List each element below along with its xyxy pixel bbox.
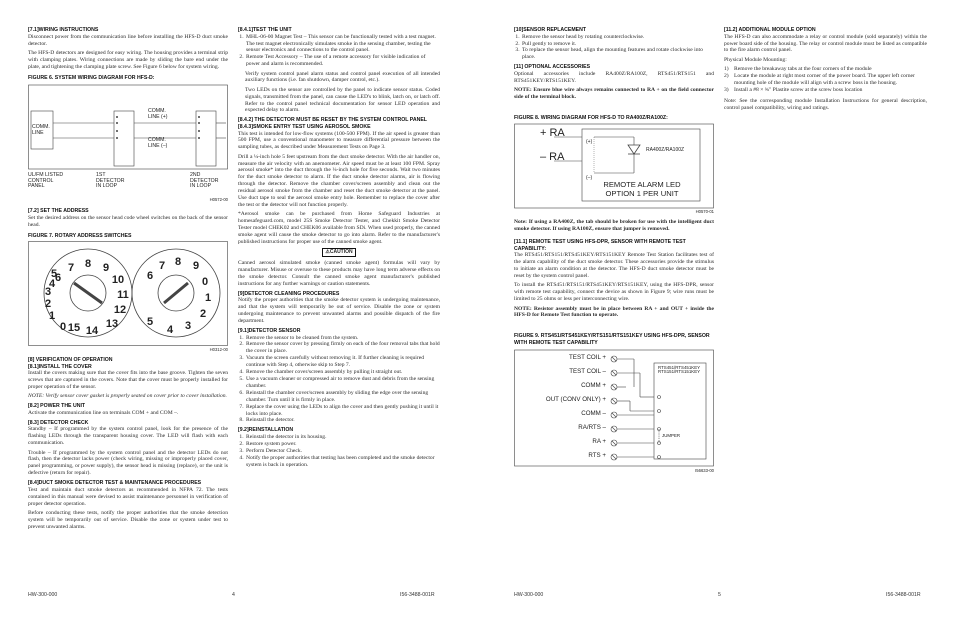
label-first-detector: 1ST DETECTOR IN LOOP <box>96 172 125 190</box>
list-item: 2) Locate the module at right most corner of the power board. The upper left corner mounting hole of the module will align with a screw boss in the housing. <box>724 72 915 86</box>
svg-text:1: 1 <box>48 310 56 323</box>
test-unit-list <box>245 34 440 69</box>
svg-text:0: 0 <box>59 321 67 334</box>
figure-6-title: FIGURE 6. SYSTEM WIRING DIAGRAM FOR HFS-D: <box>28 74 155 81</box>
label-ra-minus: – RA <box>540 151 565 164</box>
note: NOTE: Resistor assembly must be in place between RA + and OUT + inside the HFS-D for Remote Test function to operate. <box>514 305 714 319</box>
terminal-label-test-coil-plus: TEST COIL + <box>569 353 606 361</box>
svg-text:11: 11 <box>117 289 129 302</box>
paragraph: Disconnect power from the communication line before installing the HFS-D duct smoke detector. <box>28 33 228 47</box>
heading-power-unit: [8.2] POWER THE UNIT <box>28 403 86 410</box>
paragraph: Activate the communication line on terminals COM + and COM –. <box>28 409 179 416</box>
svg-text:6: 6 <box>146 270 154 283</box>
figure-code: I56633-00 <box>695 467 714 473</box>
note: NOTE: Verify sensor cover gasket is properly seated on cover prior to cover installation. <box>28 393 227 400</box>
paragraph: Standby – If programmed by the system control panel, look for the presence of the flashing LEDs through the transparent housing cover. The LED will flash with each communication. <box>28 426 228 447</box>
label-rts-model: RTS451/RTS451KEY RTS151/RTS151KEY <box>658 364 701 375</box>
label-comm-line: COMM. LINE <box>32 124 50 136</box>
heading-sensor-replacement: [10]SENSOR REPLACEMENT <box>514 27 587 33</box>
list-item: 2. Remove the sensor cover by pressing firmly on each of the four removal tabs that hold the cover in place. <box>245 341 440 355</box>
sensor-cleaning-list <box>245 335 440 425</box>
paragraph: Test and maintain duct smoke detectors as recommended in NFPA 72. The tests contained in this manual were devised to assist maintenance personnel in verification of proper detector operation. <box>28 486 228 507</box>
svg-text:7: 7 <box>67 262 75 275</box>
heading-reset-panel: [8.4.2] THE DETECTOR MUST BE RESET BY THE SYSTEM CONTROL PANEL <box>238 117 427 124</box>
paragraph: This test is intended for low-flow systems (100-500 FPM). If the air speed is greater than 500 FPM, use a conventional manometer to measure differential pressure between the sampling tubes, as described under Measurement Tests on Page 3. <box>238 130 440 151</box>
footer-code-right: I56-3488-001R <box>886 592 921 598</box>
label-comm-line-minus: COMM. LINE (–) <box>148 137 168 149</box>
heading-cleaning: [9]DETECTOR CLEANING PROCEDURES <box>238 290 340 297</box>
heading-test-maintenance: [8.4]DUCT SMOKE DETECTOR TEST & MAINTENANCE PROCEDURES <box>28 480 202 487</box>
caution-badge: ⚠CAUTION <box>322 248 355 257</box>
rotary-switches-svg <box>28 241 228 354</box>
svg-text:5: 5 <box>146 316 154 329</box>
svg-text:13: 13 <box>105 318 119 331</box>
svg-text:15: 15 <box>67 322 81 335</box>
paragraph: Physical Module Mounting: <box>724 56 787 63</box>
figure-code: H0572-00 <box>209 197 228 203</box>
figure-code: H0570-01 <box>695 209 714 215</box>
paragraph: Canned aerosol simulated smoke (canned smoke agent) formulas will vary by manufacturer. Misuse or overuse to these products may have long term adverse effects on the smoke detector. Consult the canned smoke agent manufacturer's published instructions for any further warnings or caution statements. <box>238 260 440 287</box>
label-minus: (–) <box>586 175 593 182</box>
paragraph: Install the covers making sure that the cover fits into the base groove. Tighten the seven screws that are captured in the covers. Note that the cover must be properly installed for proper operation of the sensor. <box>28 370 228 391</box>
terminal-label-comm-plus: COMM + <box>581 381 606 389</box>
terminal-label-rts-plus: RTS + <box>588 451 606 459</box>
figure-7-title: FIGURE 7. ROTARY ADDRESS SWITCHES <box>28 232 132 239</box>
column-3 <box>514 27 714 477</box>
svg-text:9: 9 <box>102 262 110 275</box>
list-item: 1. Remove the sensor to be cleaned from the system. <box>245 335 440 342</box>
svg-text:0: 0 <box>201 276 209 289</box>
heading-remote-test: [11.1] REMOTE TEST USING HFS-DPR, SENSOR WITH REMOTE TEST CAPABILITY: <box>514 239 686 252</box>
svg-text:4: 4 <box>166 324 174 337</box>
label-plus: (+) <box>586 139 593 146</box>
paragraph: Optional accessories include RA400Z/RA100Z, RTS451/RTS151 and RTS451KEY/RTS151KEY. <box>514 70 714 84</box>
heading-install-cover: [8.1]INSTALL THE COVER <box>28 363 92 370</box>
note: Note: See the corresponding module Installation Instructions for general description, control panel compatibility, wiring and ratings. <box>724 97 927 111</box>
figure-9-title: FIGURE 9. RTS451/RTS451KEY/RTS151/RTS151KEY USING HFS-DPR, SENSOR WITH REMOTE TEST CAPABILITY <box>514 333 710 346</box>
svg-text:7: 7 <box>158 260 166 273</box>
column-4 <box>724 27 927 114</box>
heading-detector-sensor: [9.1]DETECTOR SENSOR <box>238 327 301 334</box>
footer-doc-right: HW-300-000 <box>514 592 544 598</box>
list-item: 2. Remote Test Accessory – The use of a remote accessory for visible indication of power and alarm is recommended. <box>245 54 440 68</box>
list-item: 1. Remove the sensor head by rotating counterclockwise. <box>521 34 714 41</box>
figure-code: H0312-00 <box>209 347 228 353</box>
svg-text:12: 12 <box>113 304 127 317</box>
svg-text:3: 3 <box>44 286 52 299</box>
paragraph: The HFS-D can also accommodate a relay or control module (sold separately) within the power board side of the housing. The relay or control module must be listed as compatible to the fire alarm control panel. <box>724 33 927 54</box>
list-item: 6. Reinstall the chamber cover/screen assembly by sliding the edge over the sensing chamber. Turn until it is firmly in place. <box>245 390 440 404</box>
reinstallation-list <box>245 434 440 469</box>
sensor-replacement-list <box>521 34 714 62</box>
svg-text:3: 3 <box>184 320 192 333</box>
column-2 <box>238 27 440 471</box>
heading-set-address: [7.2] SET THE ADDRESS <box>28 208 89 215</box>
figure-9-diagram <box>514 349 714 475</box>
svg-text:4: 4 <box>48 278 56 291</box>
list-item: 3) Install a #8 × ¾" Plastite screw at the screw boss location <box>724 86 863 93</box>
footer-page-left: 4 <box>232 592 235 598</box>
footer-page-right: 5 <box>718 592 721 598</box>
column-1 <box>28 27 228 533</box>
heading-verification: [8] VERIFICATION OF OPERATION <box>28 357 113 364</box>
paragraph: Set the desired address on the sensor head code wheel switches on the back of the sensor head. <box>28 214 228 228</box>
terminal-label-out-plus: OUT (CONV ONLY) + <box>545 395 606 403</box>
list-item: 5. Use a vacuum cleaner or compressed air to remove dust and debris from the sensing chamber. <box>245 376 440 390</box>
label-remote-alarm: REMOTE ALARM LED OPTION 1 PER UNIT <box>603 180 681 199</box>
paragraph: Trouble – If programmed by the system control panel and the detector LEDs do not flash, then the detector lacks power (check wiring, missing or improperly placed cover, panel programming, or power supply), the sensor head is missing (replace), or the unit is defective (return for repair). <box>28 449 228 477</box>
label-jumper: JUMPER <box>662 432 681 438</box>
heading-detector-check: [8.3] DETECTOR CHECK <box>28 419 89 426</box>
heading-optional-accessories: [11] OPTIONAL ACCESSORIES <box>514 64 591 71</box>
list-item: 1. Reinstall the detector in its housing. <box>245 434 440 441</box>
terminal-label-ra-plus: RA + <box>592 437 606 445</box>
label-second-detector: 2ND DETECTOR IN LOOP <box>190 172 219 190</box>
paragraph: The HFS-D detectors are designed for easy wiring. The housing provides a terminal strip with clamping plates. Wiring connections are made by sliding the bare end under the plate, and tightening the clamping plate screw. See Figure 6 below for system wiring. <box>28 49 228 70</box>
svg-text:2: 2 <box>44 298 52 311</box>
svg-text:9: 9 <box>192 260 200 273</box>
label-ra-plus: + RA <box>540 127 565 140</box>
list-item: 3. Perform Detector Check. <box>245 448 440 455</box>
figure-7-diagram <box>28 241 228 354</box>
paragraph: Verify system control panel alarm status and control panel execution of all intended auxiliary functions (i.e. fan shutdown, damper control, etc.). <box>245 70 440 84</box>
heading-wiring-instructions: [7.1]WIRING INSTRUCTIONS <box>28 27 99 33</box>
svg-text:8: 8 <box>174 256 182 269</box>
paragraph: The RTS451/RTS151/RTS451KEY/RTS151KEY Remote Test Station facilitates test of the alarm capability of the duct smoke detector. These accessories provide the stimulus to initiate an alarm condition at the detector. The HFS-D duct smoke detector must be reset by the system control panel. <box>514 252 714 280</box>
list-item: 1. MHL-06-00 Magnet Test – This sensor can be functionally tested with a test magnet. The test magnet electronically simulates smoke in the sensing chamber, testing the sensor electronics and connections to the control panel. <box>245 34 440 55</box>
list-item: 8. Reinstall the detector. <box>245 417 440 424</box>
paragraph: Notify the proper authorities that the smoke detector system is undergoing maintenance, and that the system will temporarily be out of service. Disable the zone or system undergoing maintenance to prevent unwanted alarms and possible dispatch of the fire department. <box>238 297 440 325</box>
svg-text:10: 10 <box>111 274 125 287</box>
svg-text:1: 1 <box>204 292 212 305</box>
label-comm-line-plus: COMM. LINE (+) <box>148 108 168 120</box>
svg-text:6: 6 <box>54 272 62 285</box>
heading-additional-module: [11.2] ADDITIONAL MODULE OPTION <box>724 27 816 33</box>
terminal-label-ra-rts-minus: RA/RTS – <box>578 423 606 431</box>
paragraph: *Aerosol smoke can be purchased from Home Safeguard Industries at homesafeguard.com, model 25S Smoke Detector Tester, and Chekkit Smoke Detector Tester model CHEK02 and CHEK06 available from SDi. When used properly, the canned smoke agent will cause the smoke detector to go into alarm. Refer to the manufacturer's published instructions for proper use of the canned smoke agent. <box>238 211 440 245</box>
label-ra-model: RA400Z/RA100Z <box>646 147 685 154</box>
svg-text:5: 5 <box>50 268 58 281</box>
note: NOTE: Ensure blue wire always remains connected to RA + on the field connector side of the terminal block. <box>514 87 714 100</box>
list-item: 4. Notify the proper authorities that testing has been completed and the smoke detector system is back in operation. <box>245 455 440 469</box>
heading-test-unit: [8.4.1]TEST THE UNIT <box>238 27 292 33</box>
list-item: 2. Restore system power. <box>245 441 440 448</box>
list-item: 3. Vacuum the screen carefully without removing it. If further cleaning is required continue with Step 4, otherwise skip to Step 7. <box>245 355 440 369</box>
figure-8-title: FIGURE 8. WIRING DIAGRAM FOR HFS-D TO RA400Z/RA100Z: <box>514 114 668 121</box>
paragraph: Two LEDs on the sensor are controlled by the panel to indicate sensor status. Coded signals, transmitted from the panel, can cause the LED's to blink, latch on, or latch off. Refer to the control panel technical documentation for sensor LED operation and expected delay to alarm. <box>245 86 440 114</box>
footer-code-left: I56-3488-001R <box>400 592 435 598</box>
list-item: 2. Pull gently to remove it. <box>521 41 714 48</box>
svg-text:8: 8 <box>84 258 92 271</box>
figure-8-diagram <box>514 123 714 217</box>
svg-text:2: 2 <box>199 308 207 321</box>
terminal-label-comm-minus: COMM – <box>581 409 606 417</box>
paragraph: Before conducting these tests, notify the proper authorities that the smoke detection system will be temporarily out of service. Disable the zone or system under test to prevent unwanted alarms. <box>28 509 228 530</box>
label-control-panel: UL/FM LISTED CONTROL PANEL <box>28 172 64 190</box>
terminal-label-test-coil-minus: TEST COIL – <box>569 367 606 375</box>
module-mounting-list <box>724 66 927 94</box>
list-item: 1) Remove the breakaway tabs at the four corners of the module <box>724 66 872 72</box>
footer-doc-left: HW-300-000 <box>28 592 58 598</box>
paragraph: To install the RTS451/RTS151/RTS451KEY/RTS151KEY, using the HFS-DPR, sensor with remote test capability, connect the device as shown in Figure 9; wire runs must be limited to 25 ohms or less per interconnecting wire. <box>514 282 714 303</box>
heading-reinstallation: [9.2]REINSTALLATION <box>238 427 294 434</box>
list-item: 4. Remove the chamber cover/screen assembly by pulling it straight out. <box>245 369 440 376</box>
led-diode-icon <box>628 145 640 154</box>
heading-smoke-entry-test: [8.4.3]SMOKE ENTRY TEST USING AEROSOL SMOKE <box>238 123 371 130</box>
svg-text:14: 14 <box>85 325 99 338</box>
note: Note: If using a RA400Z, the tab should be broken for use with the intelligent duct smoke detector. If using RA100Z, ensure that jumper is removed. <box>514 219 714 233</box>
list-item: 7. Replace the cover using the LEDs to align the cover and then gently pushing it until it locks into place. <box>245 404 440 418</box>
list-item: 3. To replace the sensor head, align the mounting features and rotate clockwise into place. <box>521 47 714 61</box>
paragraph: Drill a ¼-inch hole 5 feet upstream from the duct smoke detector. With the air handler on, measure the air velocity with an anemometer. Air speed must be at least 100 FPM. Spray aerosol smoke* into the duct through the ¼-inch hole for five seconds. Wait two minutes for the duct smoke detector to alarm. If the duct smoke detector alarms, air is flowing through the detector. Remove the chamber cover/screen assembly and clean out the residual aerosol smoke from the chamber and reset the duct smoke detector at the panel. Use duct tape to seal the aerosol smoke entry hole. Remember to replace the cover after the test or the detector will not function properly. <box>238 153 440 208</box>
figure-6-diagram <box>28 83 228 205</box>
